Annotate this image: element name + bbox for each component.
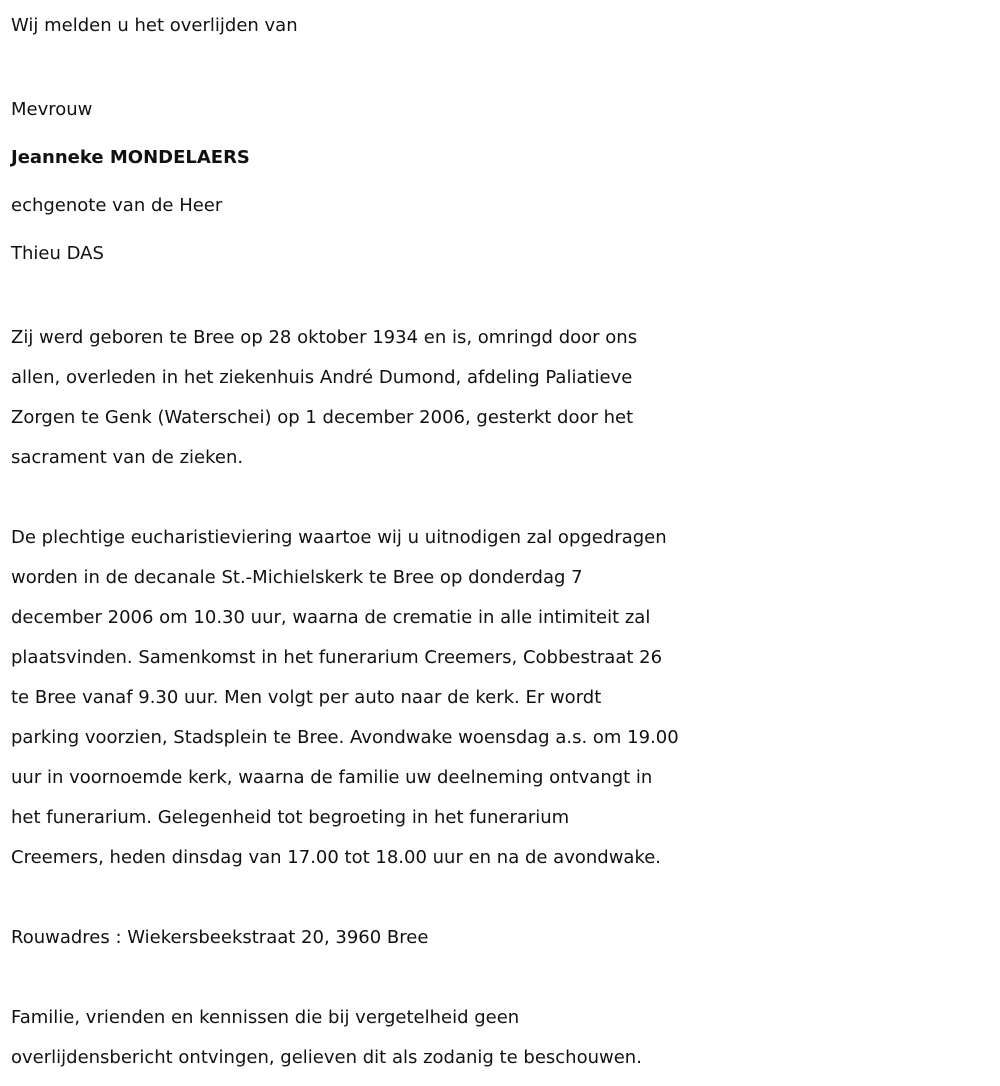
paragraph-line: uur in voornoemde kerk, waarna de familie uw deelneming ontvangt in	[11, 767, 653, 788]
intro-line: Wij melden u het overlijden van	[11, 15, 298, 36]
paragraph-line: plaatsvinden. Samenkomst in het funerarium Creemers, Cobbestraat 26	[11, 647, 663, 668]
paragraph-line: overlijdensbericht ontvingen, gelieven dit als zodanig te beschouwen.	[11, 1047, 642, 1068]
paragraph-line: te Bree vanaf 9.30 uur. Men volgt per auto naar de kerk. Er wordt	[11, 687, 602, 708]
paragraph-line: het funerarium. Gelegenheid tot begroeting in het funerarium	[11, 807, 570, 828]
paragraph-line: De plechtige eucharistieviering waartoe wij u uitnodigen zal opgedragen	[11, 527, 667, 548]
paragraph-line: Zij werd geboren te Bree op 28 oktober 1934 en is, omringd door ons	[11, 327, 638, 348]
spacer	[11, 958, 991, 998]
birth-death-paragraph	[11, 318, 991, 478]
ceremony-paragraph	[11, 518, 991, 878]
paragraph-line: allen, overleden in het ziekenhuis André Dumond, afdeling Paliatieve	[11, 367, 633, 388]
paragraph-line: Zorgen te Genk (Waterschei) op 1 december 2006, gesterkt door het	[11, 407, 634, 428]
spacer	[11, 878, 991, 918]
mourning-address: Rouwadres : Wiekersbeekstraat 20, 3960 Bree	[11, 927, 429, 948]
paragraph-line: Creemers, heden dinsdag van 17.00 tot 18.00 uur en na de avondwake.	[11, 847, 662, 868]
spouse-name: Thieu DAS	[11, 243, 104, 264]
paragraph-line: Familie, vrienden en kennissen die bij vergetelheid geen	[11, 1007, 520, 1028]
salutation: Mevrouw	[11, 99, 93, 120]
spacer	[11, 46, 991, 86]
relation-line: echgenote van de Heer	[11, 195, 223, 216]
paragraph-line: sacrament van de zieken.	[11, 447, 244, 468]
paragraph-line: worden in de decanale St.-Michielskerk te Bree op donderdag 7	[11, 567, 583, 588]
paragraph-line: december 2006 om 10.30 uur, waarna de crematie in alle intimiteit zal	[11, 607, 651, 628]
paragraph-line: parking voorzien, Stadsplein te Bree. Avondwake woensdag a.s. om 19.00	[11, 727, 679, 748]
closing-paragraph	[11, 998, 991, 1078]
deceased-name: Jeanneke MONDELAERS	[11, 147, 250, 168]
spacer	[11, 478, 991, 518]
spacer	[11, 278, 991, 318]
death-notice	[11, 6, 991, 1078]
